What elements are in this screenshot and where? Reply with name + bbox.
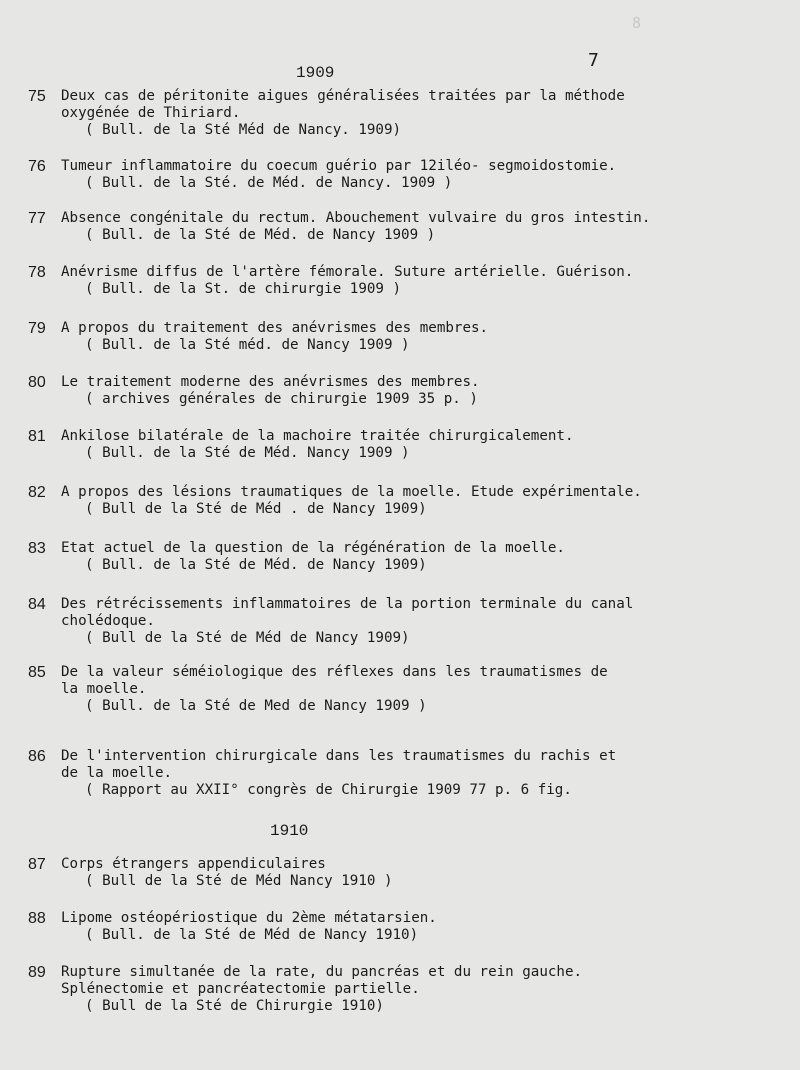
entry-number: 86 <box>28 748 46 765</box>
entry-title-line: Tumeur inflammatoire du coecum guério par 12iléo- segmoidostomie. <box>61 158 617 174</box>
entry-title-line: Ankilose bilatérale de la machoire traitée chirurgicalement. <box>61 428 574 444</box>
entry-title-line: Rupture simultanée de la rate, du pancréas et du rein gauche. <box>61 964 583 980</box>
entry-text <box>61 264 633 298</box>
entry-title-line: Etat actuel de la question de la régénération de la moelle. <box>61 540 565 556</box>
entry-text <box>61 664 608 715</box>
entry-text <box>61 596 633 647</box>
entry-title-line: cholédoque. <box>61 613 155 629</box>
entry-title-line: oxygénée de Thiriard. <box>61 105 241 121</box>
entry-number: 81 <box>28 428 46 445</box>
entry-reference: ( Bull de la Sté de Méd Nancy 1910 ) <box>85 873 393 889</box>
entry-number: 88 <box>28 910 46 927</box>
entry-title-line: Deux cas de péritonite aigues généralisées traitées par la méthode <box>61 88 625 104</box>
year-heading-1910: 1910 <box>270 822 309 840</box>
entry-title-line: de la moelle. <box>61 765 173 781</box>
entry-title-line: Lipome ostéopériostique du 2ème métatarsien. <box>61 910 437 926</box>
entry-reference: ( Bull. de la Sté méd. de Nancy 1909 ) <box>85 337 410 353</box>
entry-title-line: De la valeur séméiologique des réflexes dans les traumatismes de <box>61 664 608 680</box>
entry-reference: ( Bull. de la Sté Méd de Nancy. 1909) <box>85 122 402 138</box>
entry-text <box>61 374 480 408</box>
entry-reference: ( Bull. de la Sté de Méd. de Nancy 1909) <box>85 557 427 573</box>
year-heading-1909: 1909 <box>296 64 335 82</box>
entry-reference: ( Rapport au XXII° congrès de Chirurgie 1909 77 p. 6 fig. <box>85 782 572 798</box>
entry-text <box>61 484 642 518</box>
entry-number: 85 <box>28 664 46 681</box>
entry-text <box>61 540 565 574</box>
entry-title-line: Splénectomie et pancréatectomie partielle. <box>61 981 420 997</box>
entry-number: 77 <box>28 210 46 227</box>
entry-title-line: la moelle. <box>61 681 147 697</box>
entry-title-line: Absence congénitale du rectum. Abouchement vulvaire du gros intestin. <box>61 210 651 226</box>
entry-number: 80 <box>28 374 46 391</box>
page-number: 7 <box>588 50 599 71</box>
entry-text <box>61 856 393 890</box>
entry-number: 82 <box>28 484 46 501</box>
entry-title-line: A propos du traitement des anévrismes des membres. <box>61 320 489 336</box>
entry-number: 83 <box>28 540 46 557</box>
entry-reference: ( archives générales de chirurgie 1909 35 p. ) <box>85 391 478 407</box>
entry-reference: ( Bull de la Sté de Chirurgie 1910) <box>85 998 384 1014</box>
entry-reference: ( Bull. de la St. de chirurgie 1909 ) <box>85 281 402 297</box>
entry-text <box>61 910 437 944</box>
entry-text <box>61 320 488 354</box>
entry-reference: ( Bull. de la Sté de Méd de Nancy 1910) <box>85 927 419 943</box>
entry-text <box>61 158 616 192</box>
entry-number: 78 <box>28 264 46 281</box>
entry-text <box>61 428 574 462</box>
entry-title-line: Le traitement moderne des anévrismes des membres. <box>61 374 480 390</box>
entry-reference: ( Bull. de la Sté de Med de Nancy 1909 ) <box>85 698 427 714</box>
entry-text <box>61 210 650 244</box>
entry-text <box>61 748 616 799</box>
entry-text <box>61 88 625 139</box>
entry-text <box>61 964 582 1015</box>
entry-title-line: Des rétrécissements inflammatoires de la portion terminale du canal <box>61 596 634 612</box>
entry-number: 76 <box>28 158 46 175</box>
entry-reference: ( Bull de la Sté de Méd de Nancy 1909) <box>85 630 410 646</box>
entry-number: 84 <box>28 596 46 613</box>
entry-reference: ( Bull. de la Sté de Méd. Nancy 1909 ) <box>85 445 410 461</box>
entry-reference: ( Bull. de la Sté. de Méd. de Nancy. 1909 ) <box>85 175 453 191</box>
entry-number: 79 <box>28 320 46 337</box>
entry-title-line: A propos des lésions traumatiques de la moelle. Etude expérimentale. <box>61 484 642 500</box>
entry-number: 87 <box>28 856 46 873</box>
entry-title-line: Anévrisme diffus de l'artère fémorale. Suture artérielle. Guérison. <box>61 264 634 280</box>
bleed-through-page-number: 8 <box>632 14 642 32</box>
entry-reference: ( Bull. de la Sté de Méd. de Nancy 1909 ) <box>85 227 436 243</box>
entry-title-line: Corps étrangers appendiculaires <box>61 856 326 872</box>
entry-reference: ( Bull de la Sté de Méd . de Nancy 1909) <box>85 501 427 517</box>
entry-number: 89 <box>28 964 46 981</box>
entry-number: 75 <box>28 88 46 105</box>
entry-title-line: De l'intervention chirurgicale dans les traumatismes du rachis et <box>61 748 617 764</box>
